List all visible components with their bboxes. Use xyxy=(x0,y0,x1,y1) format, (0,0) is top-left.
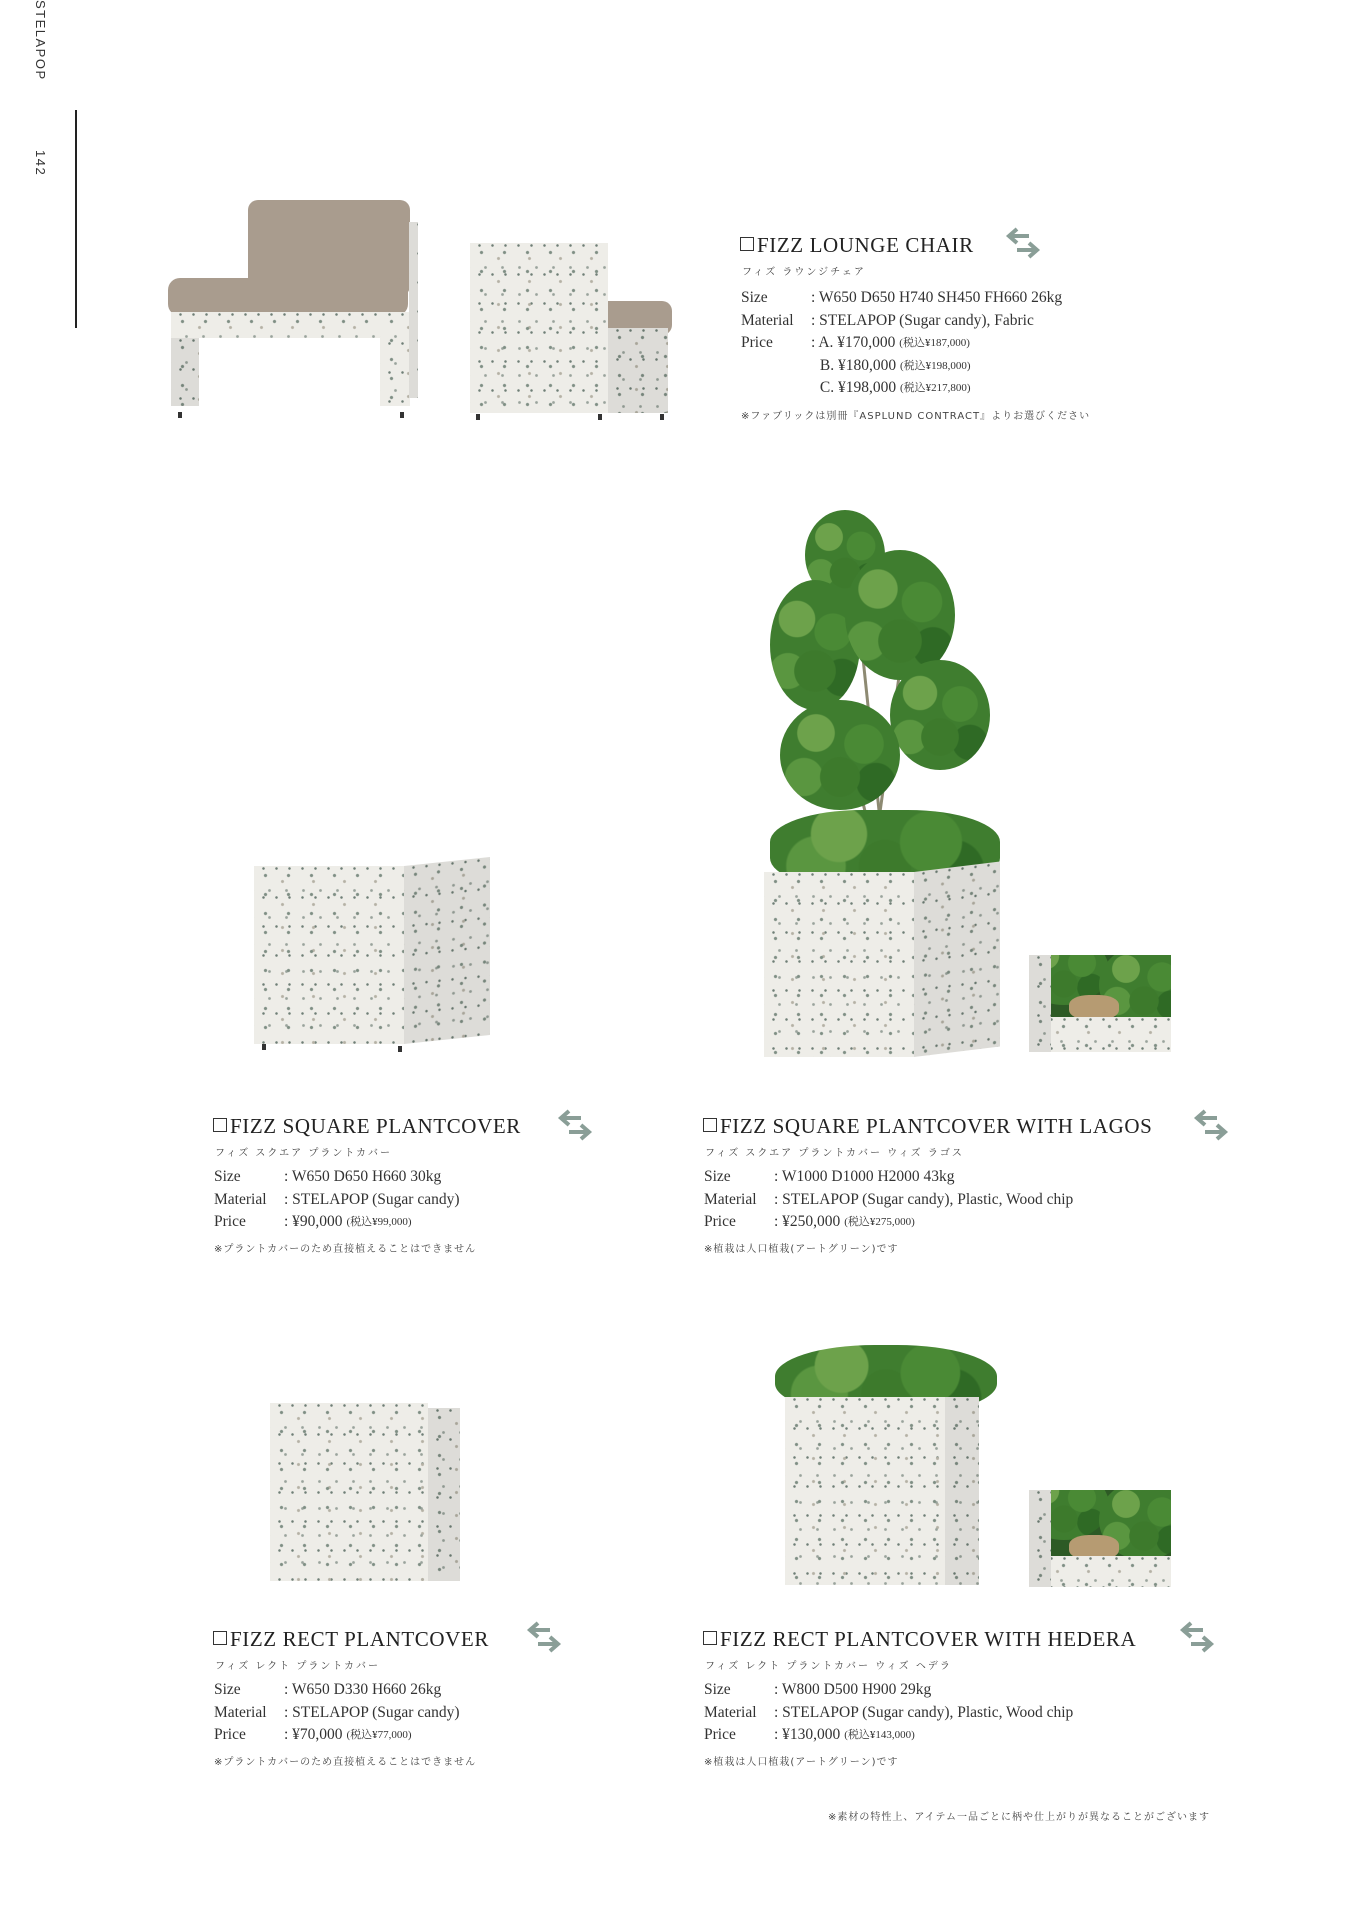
square-plantcover-image xyxy=(250,866,492,1052)
rect-plantcover-hedera-note: ※植栽は人口植栽(アートグリーン)です xyxy=(704,1757,899,1768)
swap-arrows-icon xyxy=(1179,1619,1215,1655)
square-plantcover-lagos-note: ※植栽は人口植栽(アートグリーン)です xyxy=(704,1244,899,1255)
checkbox-square-icon xyxy=(740,237,754,251)
side-rule xyxy=(75,110,77,328)
rect-plantcover-hedera-spec: Size : W800 D500 H900 29kg Material : STELAPOP (Sugar candy), Plastic, Wood chip Price : ¥130,000 (税込¥143,000) xyxy=(704,1681,1074,1743)
page-number: 142 xyxy=(33,150,48,177)
rect-plantcover-spec: Size : W650 D330 H660 26kg Material : STELAPOP (Sugar candy) Price : ¥70,000 (税込¥77,000) xyxy=(214,1681,460,1743)
rect-plantcover-hedera-kana: フィズ レクト プラントカバー ウィズ ヘデラ xyxy=(705,1661,952,1672)
lounge-chair-kana: フィズ ラウンジチェア xyxy=(742,267,866,278)
rect-plantcover-image xyxy=(268,1403,464,1585)
square-plantcover-kana: フィズ スクエア プラントカバー xyxy=(215,1148,393,1159)
footer-note: ※素材の特性上、アイテム一品ごとに柄や仕上がりが異なることがございます xyxy=(828,1812,1210,1823)
square-plantcover-lagos-kana: フィズ スクエア プラントカバー ウィズ ラゴス xyxy=(705,1148,964,1159)
rect-plantcover-note: ※プラントカバーのため直接植えることはできません xyxy=(214,1757,477,1768)
lounge-chair-back-image xyxy=(470,243,672,416)
swap-arrows-icon xyxy=(557,1107,593,1143)
rect-plantcover-hedera-image xyxy=(775,1345,997,1589)
square-plantcover-title: FIZZ SQUARE PLANTCOVER xyxy=(213,1114,521,1139)
lounge-chair-note: ※ファブリックは別冊『ASPLUND CONTRACT』よりお選びください xyxy=(741,411,1091,422)
square-plantcover-note: ※プラントカバーのため直接植えることはできません xyxy=(214,1244,477,1255)
square-plantcover-lagos-title: FIZZ SQUARE PLANTCOVER WITH LAGOS xyxy=(703,1114,1152,1139)
hedera-detail-image xyxy=(1029,1490,1171,1587)
checkbox-square-icon xyxy=(703,1118,717,1132)
checkbox-square-icon xyxy=(703,1631,717,1645)
swap-arrows-icon xyxy=(526,1619,562,1655)
swap-arrows-icon xyxy=(1193,1107,1229,1143)
rect-plantcover-kana: フィズ レクト プラントカバー xyxy=(215,1661,381,1672)
swap-arrows-icon xyxy=(1005,225,1041,261)
rect-plantcover-hedera-title: FIZZ RECT PLANTCOVER WITH HEDERA xyxy=(703,1627,1136,1652)
square-plantcover-lagos-image xyxy=(760,510,1010,1065)
square-plantcover-spec: Size : W650 D650 H660 30kg Material : STELAPOP (Sugar candy) Price : ¥90,000 (税込¥99,000) xyxy=(214,1168,460,1230)
lounge-chair-spec: Size : W650 D650 H740 SH450 FH660 26kg Material : STELAPOP (Sugar candy), Fabric Price : A. ¥170,000 (税込¥187,000) B. ¥180,000 (税込¥198,000) C. ¥198,000 (税込¥217,800) xyxy=(741,289,1063,396)
rect-plantcover-title: FIZZ RECT PLANTCOVER xyxy=(213,1627,489,1652)
checkbox-square-icon xyxy=(213,1631,227,1645)
square-plantcover-lagos-spec: Size : W1000 D1000 H2000 43kg Material : STELAPOP (Sugar candy), Plastic, Wood chip Price : ¥250,000 (税込¥275,000) xyxy=(704,1168,1074,1230)
side-brand: STELAPOP xyxy=(33,0,48,81)
lagos-detail-image xyxy=(1029,955,1171,1052)
lounge-chair-front-image xyxy=(168,200,420,412)
lounge-chair-title: FIZZ LOUNGE CHAIR xyxy=(740,233,974,258)
checkbox-square-icon xyxy=(213,1118,227,1132)
